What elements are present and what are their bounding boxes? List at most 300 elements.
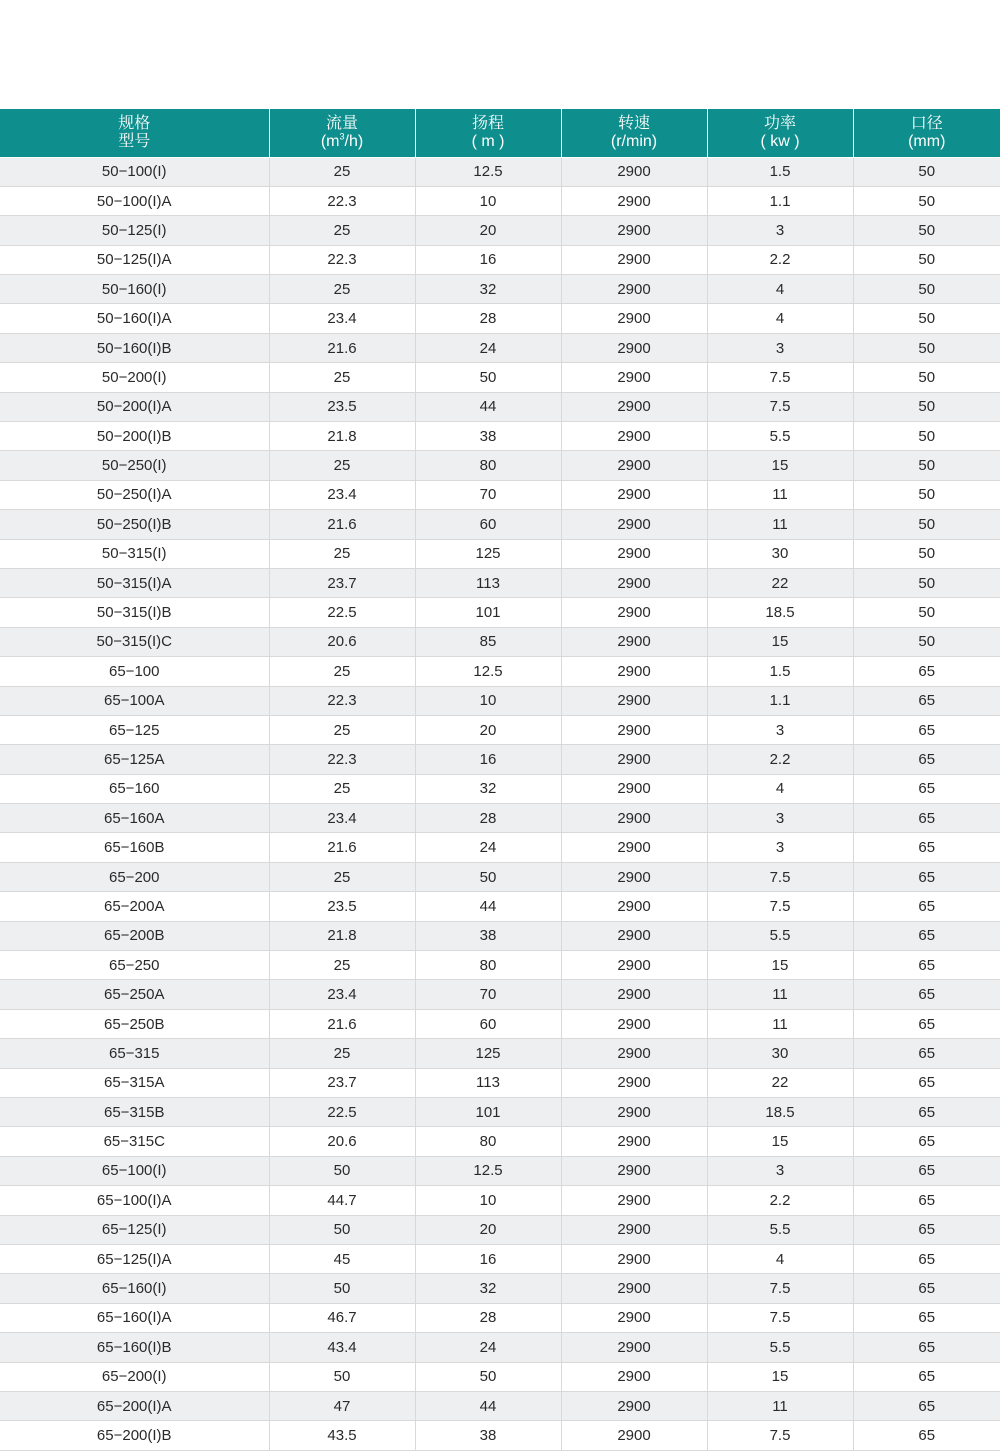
cell-flow: 20.6 [269, 1127, 415, 1156]
cell-power: 7.5 [707, 1274, 853, 1303]
cell-head: 20 [415, 216, 561, 245]
cell-bore: 50 [853, 333, 1000, 362]
cell-flow: 22.3 [269, 245, 415, 274]
cell-power: 11 [707, 980, 853, 1009]
cell-power: 11 [707, 480, 853, 509]
cell-flow: 22.3 [269, 186, 415, 215]
cell-model: 50−315(I)B [0, 598, 269, 627]
cell-flow: 25 [269, 862, 415, 891]
table-row [0, 186, 1000, 215]
cell-head: 125 [415, 539, 561, 568]
cell-model: 65−315B [0, 1098, 269, 1127]
table-row [0, 892, 1000, 921]
header-bore [853, 109, 1000, 157]
cell-flow: 25 [269, 216, 415, 245]
cell-model: 65−315 [0, 1039, 269, 1068]
cell-head: 24 [415, 833, 561, 862]
cell-flow: 21.8 [269, 921, 415, 950]
header-row [0, 109, 1000, 157]
header-speed-line2: (r/min) [610, 132, 658, 150]
cell-speed: 2900 [561, 1303, 707, 1332]
cell-flow: 23.7 [269, 1068, 415, 1097]
table-row [0, 1391, 1000, 1420]
cell-power: 15 [707, 1127, 853, 1156]
header-flow-unit-a: (m [320, 132, 340, 150]
cell-bore: 65 [853, 1156, 1000, 1185]
table-row [0, 451, 1000, 480]
header-flow-unit-b: /h) [344, 132, 364, 150]
cell-bore: 50 [853, 598, 1000, 627]
cell-model: 50−160(I) [0, 275, 269, 304]
cell-bore: 65 [853, 1009, 1000, 1038]
cell-power: 7.5 [707, 1303, 853, 1332]
cell-speed: 2900 [561, 951, 707, 980]
cell-flow: 25 [269, 774, 415, 803]
cell-speed: 2900 [561, 715, 707, 744]
cell-model: 65−315C [0, 1127, 269, 1156]
cell-head: 28 [415, 1303, 561, 1332]
cell-flow: 21.6 [269, 833, 415, 862]
cell-head: 10 [415, 186, 561, 215]
cell-bore: 65 [853, 862, 1000, 891]
cell-head: 28 [415, 304, 561, 333]
table-row [0, 1421, 1000, 1450]
cell-bore: 65 [853, 1039, 1000, 1068]
cell-head: 50 [415, 363, 561, 392]
cell-flow: 21.6 [269, 1009, 415, 1038]
cell-model: 50−100(I) [0, 157, 269, 186]
table-row [0, 1186, 1000, 1215]
table-row [0, 745, 1000, 774]
cell-head: 12.5 [415, 657, 561, 686]
table-row [0, 422, 1000, 451]
cell-bore: 65 [853, 980, 1000, 1009]
cell-model: 50−160(I)A [0, 304, 269, 333]
cell-power: 15 [707, 951, 853, 980]
cell-head: 101 [415, 598, 561, 627]
cell-flow: 43.4 [269, 1333, 415, 1362]
cell-bore: 65 [853, 1186, 1000, 1215]
table-row [0, 1274, 1000, 1303]
cell-bore: 65 [853, 833, 1000, 862]
cell-speed: 2900 [561, 921, 707, 950]
cell-head: 50 [415, 1362, 561, 1391]
cell-power: 1.5 [707, 157, 853, 186]
cell-model: 65−125(I)A [0, 1244, 269, 1273]
cell-flow: 45 [269, 1244, 415, 1273]
cell-speed: 2900 [561, 1333, 707, 1362]
cell-power: 1.1 [707, 186, 853, 215]
cell-bore: 50 [853, 363, 1000, 392]
cell-power: 7.5 [707, 862, 853, 891]
cell-head: 28 [415, 804, 561, 833]
header-flow-unit-sup: 3 [339, 131, 345, 142]
cell-speed: 2900 [561, 892, 707, 921]
cell-speed: 2900 [561, 1068, 707, 1097]
cell-head: 70 [415, 480, 561, 509]
cell-head: 50 [415, 862, 561, 891]
cell-bore: 50 [853, 568, 1000, 597]
table-row [0, 275, 1000, 304]
cell-bore: 50 [853, 422, 1000, 451]
cell-flow: 20.6 [269, 627, 415, 656]
cell-head: 113 [415, 1068, 561, 1097]
cell-speed: 2900 [561, 451, 707, 480]
table-row [0, 1333, 1000, 1362]
cell-flow: 22.5 [269, 598, 415, 627]
header-flow-unit [270, 133, 415, 151]
cell-speed: 2900 [561, 1127, 707, 1156]
cell-model: 65−200(I)B [0, 1421, 269, 1450]
table-row [0, 363, 1000, 392]
cell-model: 50−315(I)A [0, 568, 269, 597]
cell-power: 5.5 [707, 921, 853, 950]
cell-head: 125 [415, 1039, 561, 1068]
cell-head: 24 [415, 1333, 561, 1362]
cell-speed: 2900 [561, 745, 707, 774]
cell-model: 65−315A [0, 1068, 269, 1097]
cell-flow: 21.8 [269, 422, 415, 451]
cell-bore: 50 [853, 627, 1000, 656]
cell-head: 32 [415, 275, 561, 304]
header-power-line2: ( kw ) [760, 132, 800, 150]
cell-power: 2.2 [707, 1186, 853, 1215]
header-bore-line2: (mm) [908, 132, 946, 150]
cell-speed: 2900 [561, 1009, 707, 1038]
cell-speed: 2900 [561, 422, 707, 451]
cell-bore: 50 [853, 510, 1000, 539]
cell-bore: 50 [853, 186, 1000, 215]
table-row [0, 627, 1000, 656]
cell-power: 3 [707, 1156, 853, 1185]
table-row [0, 245, 1000, 274]
table-row [0, 1068, 1000, 1097]
table-row [0, 568, 1000, 597]
cell-power: 1.5 [707, 657, 853, 686]
cell-model: 50−160(I)B [0, 333, 269, 362]
header-model-line1: 规格 [118, 114, 151, 132]
cell-speed: 2900 [561, 568, 707, 597]
cell-speed: 2900 [561, 1039, 707, 1068]
cell-power: 7.5 [707, 363, 853, 392]
cell-model: 65−250A [0, 980, 269, 1009]
cell-power: 3 [707, 216, 853, 245]
cell-flow: 50 [269, 1362, 415, 1391]
cell-flow: 46.7 [269, 1303, 415, 1332]
cell-power: 11 [707, 1391, 853, 1420]
cell-head: 12.5 [415, 157, 561, 186]
table-row [0, 774, 1000, 803]
header-flow [269, 109, 415, 157]
cell-head: 38 [415, 1421, 561, 1450]
cell-power: 5.5 [707, 1215, 853, 1244]
cell-power: 15 [707, 1362, 853, 1391]
cell-model: 65−160B [0, 833, 269, 862]
header-head-line2: ( m ) [471, 132, 505, 150]
cell-bore: 65 [853, 951, 1000, 980]
cell-model: 50−250(I)B [0, 510, 269, 539]
cell-bore: 65 [853, 1068, 1000, 1097]
cell-model: 50−250(I)A [0, 480, 269, 509]
cell-power: 1.1 [707, 686, 853, 715]
cell-head: 16 [415, 745, 561, 774]
cell-head: 44 [415, 392, 561, 421]
cell-bore: 65 [853, 921, 1000, 950]
cell-bore: 65 [853, 774, 1000, 803]
cell-speed: 2900 [561, 1098, 707, 1127]
cell-power: 5.5 [707, 1333, 853, 1362]
cell-model: 65−125A [0, 745, 269, 774]
cell-speed: 2900 [561, 245, 707, 274]
cell-bore: 50 [853, 275, 1000, 304]
cell-speed: 2900 [561, 1186, 707, 1215]
cell-bore: 65 [853, 1274, 1000, 1303]
cell-power: 18.5 [707, 1098, 853, 1127]
table-row [0, 862, 1000, 891]
cell-head: 20 [415, 1215, 561, 1244]
cell-head: 10 [415, 1186, 561, 1215]
cell-power: 11 [707, 510, 853, 539]
cell-model: 65−200B [0, 921, 269, 950]
cell-model: 65−250 [0, 951, 269, 980]
cell-model: 50−125(I)A [0, 245, 269, 274]
table-row [0, 804, 1000, 833]
cell-power: 7.5 [707, 892, 853, 921]
table-row [0, 510, 1000, 539]
cell-model: 65−100(I)A [0, 1186, 269, 1215]
cell-bore: 65 [853, 686, 1000, 715]
cell-power: 3 [707, 715, 853, 744]
table-row [0, 304, 1000, 333]
header-speed [561, 109, 707, 157]
cell-flow: 23.5 [269, 892, 415, 921]
cell-flow: 25 [269, 539, 415, 568]
cell-flow: 22.5 [269, 1098, 415, 1127]
cell-flow: 23.4 [269, 304, 415, 333]
cell-power: 2.2 [707, 245, 853, 274]
cell-speed: 2900 [561, 363, 707, 392]
cell-flow: 21.6 [269, 333, 415, 362]
cell-speed: 2900 [561, 862, 707, 891]
pump-spec-table [0, 109, 1000, 1451]
cell-flow: 25 [269, 157, 415, 186]
cell-model: 65−200A [0, 892, 269, 921]
cell-speed: 2900 [561, 1244, 707, 1273]
cell-head: 38 [415, 921, 561, 950]
cell-head: 60 [415, 510, 561, 539]
cell-head: 12.5 [415, 1156, 561, 1185]
cell-flow: 25 [269, 657, 415, 686]
cell-head: 80 [415, 1127, 561, 1156]
cell-flow: 50 [269, 1274, 415, 1303]
cell-speed: 2900 [561, 333, 707, 362]
cell-bore: 50 [853, 157, 1000, 186]
cell-power: 30 [707, 539, 853, 568]
cell-head: 38 [415, 422, 561, 451]
cell-bore: 65 [853, 1127, 1000, 1156]
cell-bore: 65 [853, 1244, 1000, 1273]
cell-head: 113 [415, 568, 561, 597]
cell-bore: 65 [853, 745, 1000, 774]
cell-power: 4 [707, 774, 853, 803]
cell-power: 11 [707, 1009, 853, 1038]
table-row [0, 1303, 1000, 1332]
cell-model: 65−200(I) [0, 1362, 269, 1391]
cell-model: 50−100(I)A [0, 186, 269, 215]
header-bore-line1: 口径 [910, 114, 943, 132]
cell-speed: 2900 [561, 216, 707, 245]
table-row [0, 921, 1000, 950]
cell-model: 65−100A [0, 686, 269, 715]
table-row [0, 1244, 1000, 1273]
table-row [0, 1098, 1000, 1127]
table-row [0, 1362, 1000, 1391]
cell-speed: 2900 [561, 392, 707, 421]
cell-model: 50−200(I) [0, 363, 269, 392]
header-power-line1: 功率 [763, 114, 796, 132]
header-model-line2: 型号 [118, 132, 151, 150]
cell-flow: 25 [269, 951, 415, 980]
cell-speed: 2900 [561, 275, 707, 304]
cell-model: 50−315(I) [0, 539, 269, 568]
cell-bore: 65 [853, 1215, 1000, 1244]
cell-power: 7.5 [707, 392, 853, 421]
cell-head: 101 [415, 1098, 561, 1127]
cell-bore: 50 [853, 245, 1000, 274]
table-row [0, 980, 1000, 1009]
cell-flow: 25 [269, 715, 415, 744]
cell-speed: 2900 [561, 1421, 707, 1450]
cell-power: 3 [707, 804, 853, 833]
cell-speed: 2900 [561, 539, 707, 568]
cell-flow: 50 [269, 1156, 415, 1185]
cell-bore: 65 [853, 1421, 1000, 1450]
cell-bore: 50 [853, 451, 1000, 480]
cell-speed: 2900 [561, 980, 707, 1009]
cell-bore: 50 [853, 216, 1000, 245]
cell-power: 18.5 [707, 598, 853, 627]
cell-power: 3 [707, 833, 853, 862]
cell-speed: 2900 [561, 627, 707, 656]
cell-head: 32 [415, 774, 561, 803]
table-row [0, 715, 1000, 744]
cell-bore: 50 [853, 392, 1000, 421]
table-row [0, 480, 1000, 509]
cell-flow: 43.5 [269, 1421, 415, 1450]
cell-speed: 2900 [561, 510, 707, 539]
header-head-line1: 扬程 [471, 114, 504, 132]
header-head [415, 109, 561, 157]
cell-bore: 65 [853, 715, 1000, 744]
table-row [0, 392, 1000, 421]
table-body [0, 157, 1000, 1450]
cell-bore: 65 [853, 1362, 1000, 1391]
cell-power: 22 [707, 568, 853, 597]
table-row [0, 686, 1000, 715]
cell-model: 65−200(I)A [0, 1391, 269, 1420]
cell-head: 24 [415, 333, 561, 362]
cell-speed: 2900 [561, 1391, 707, 1420]
cell-power: 30 [707, 1039, 853, 1068]
header-model [0, 109, 269, 157]
cell-flow: 44.7 [269, 1186, 415, 1215]
cell-model: 65−160(I) [0, 1274, 269, 1303]
cell-bore: 65 [853, 1303, 1000, 1332]
cell-speed: 2900 [561, 774, 707, 803]
table-row [0, 333, 1000, 362]
cell-flow: 23.4 [269, 980, 415, 1009]
table-row [0, 951, 1000, 980]
table-row [0, 598, 1000, 627]
cell-model: 65−160A [0, 804, 269, 833]
cell-power: 4 [707, 275, 853, 304]
cell-speed: 2900 [561, 1156, 707, 1185]
table-row [0, 657, 1000, 686]
table-row [0, 1127, 1000, 1156]
cell-head: 80 [415, 951, 561, 980]
cell-speed: 2900 [561, 157, 707, 186]
cell-flow: 50 [269, 1215, 415, 1244]
cell-speed: 2900 [561, 657, 707, 686]
cell-head: 80 [415, 451, 561, 480]
cell-speed: 2900 [561, 1215, 707, 1244]
cell-power: 15 [707, 451, 853, 480]
cell-model: 65−125(I) [0, 1215, 269, 1244]
cell-bore: 65 [853, 804, 1000, 833]
cell-model: 50−200(I)B [0, 422, 269, 451]
cell-head: 44 [415, 1391, 561, 1420]
cell-power: 5.5 [707, 422, 853, 451]
cell-speed: 2900 [561, 186, 707, 215]
cell-power: 3 [707, 333, 853, 362]
cell-head: 20 [415, 715, 561, 744]
cell-flow: 23.4 [269, 480, 415, 509]
cell-head: 60 [415, 1009, 561, 1038]
cell-head: 10 [415, 686, 561, 715]
cell-model: 65−160 [0, 774, 269, 803]
header-power [707, 109, 853, 157]
table-row [0, 1039, 1000, 1068]
cell-model: 50−250(I) [0, 451, 269, 480]
cell-model: 50−200(I)A [0, 392, 269, 421]
cell-bore: 50 [853, 539, 1000, 568]
cell-model: 65−200 [0, 862, 269, 891]
cell-model: 50−315(I)C [0, 627, 269, 656]
cell-head: 44 [415, 892, 561, 921]
cell-speed: 2900 [561, 1274, 707, 1303]
cell-bore: 65 [853, 657, 1000, 686]
cell-flow: 23.5 [269, 392, 415, 421]
cell-model: 65−160(I)B [0, 1333, 269, 1362]
cell-head: 32 [415, 1274, 561, 1303]
cell-bore: 50 [853, 304, 1000, 333]
cell-speed: 2900 [561, 804, 707, 833]
header-speed-line1: 转速 [617, 114, 650, 132]
cell-model: 65−100 [0, 657, 269, 686]
cell-model: 65−100(I) [0, 1156, 269, 1185]
cell-speed: 2900 [561, 480, 707, 509]
cell-bore: 65 [853, 1391, 1000, 1420]
cell-model: 50−125(I) [0, 216, 269, 245]
cell-power: 4 [707, 1244, 853, 1273]
cell-speed: 2900 [561, 598, 707, 627]
cell-flow: 21.6 [269, 510, 415, 539]
cell-flow: 23.4 [269, 804, 415, 833]
cell-flow: 25 [269, 451, 415, 480]
cell-power: 7.5 [707, 1421, 853, 1450]
cell-head: 16 [415, 1244, 561, 1273]
cell-speed: 2900 [561, 1362, 707, 1391]
